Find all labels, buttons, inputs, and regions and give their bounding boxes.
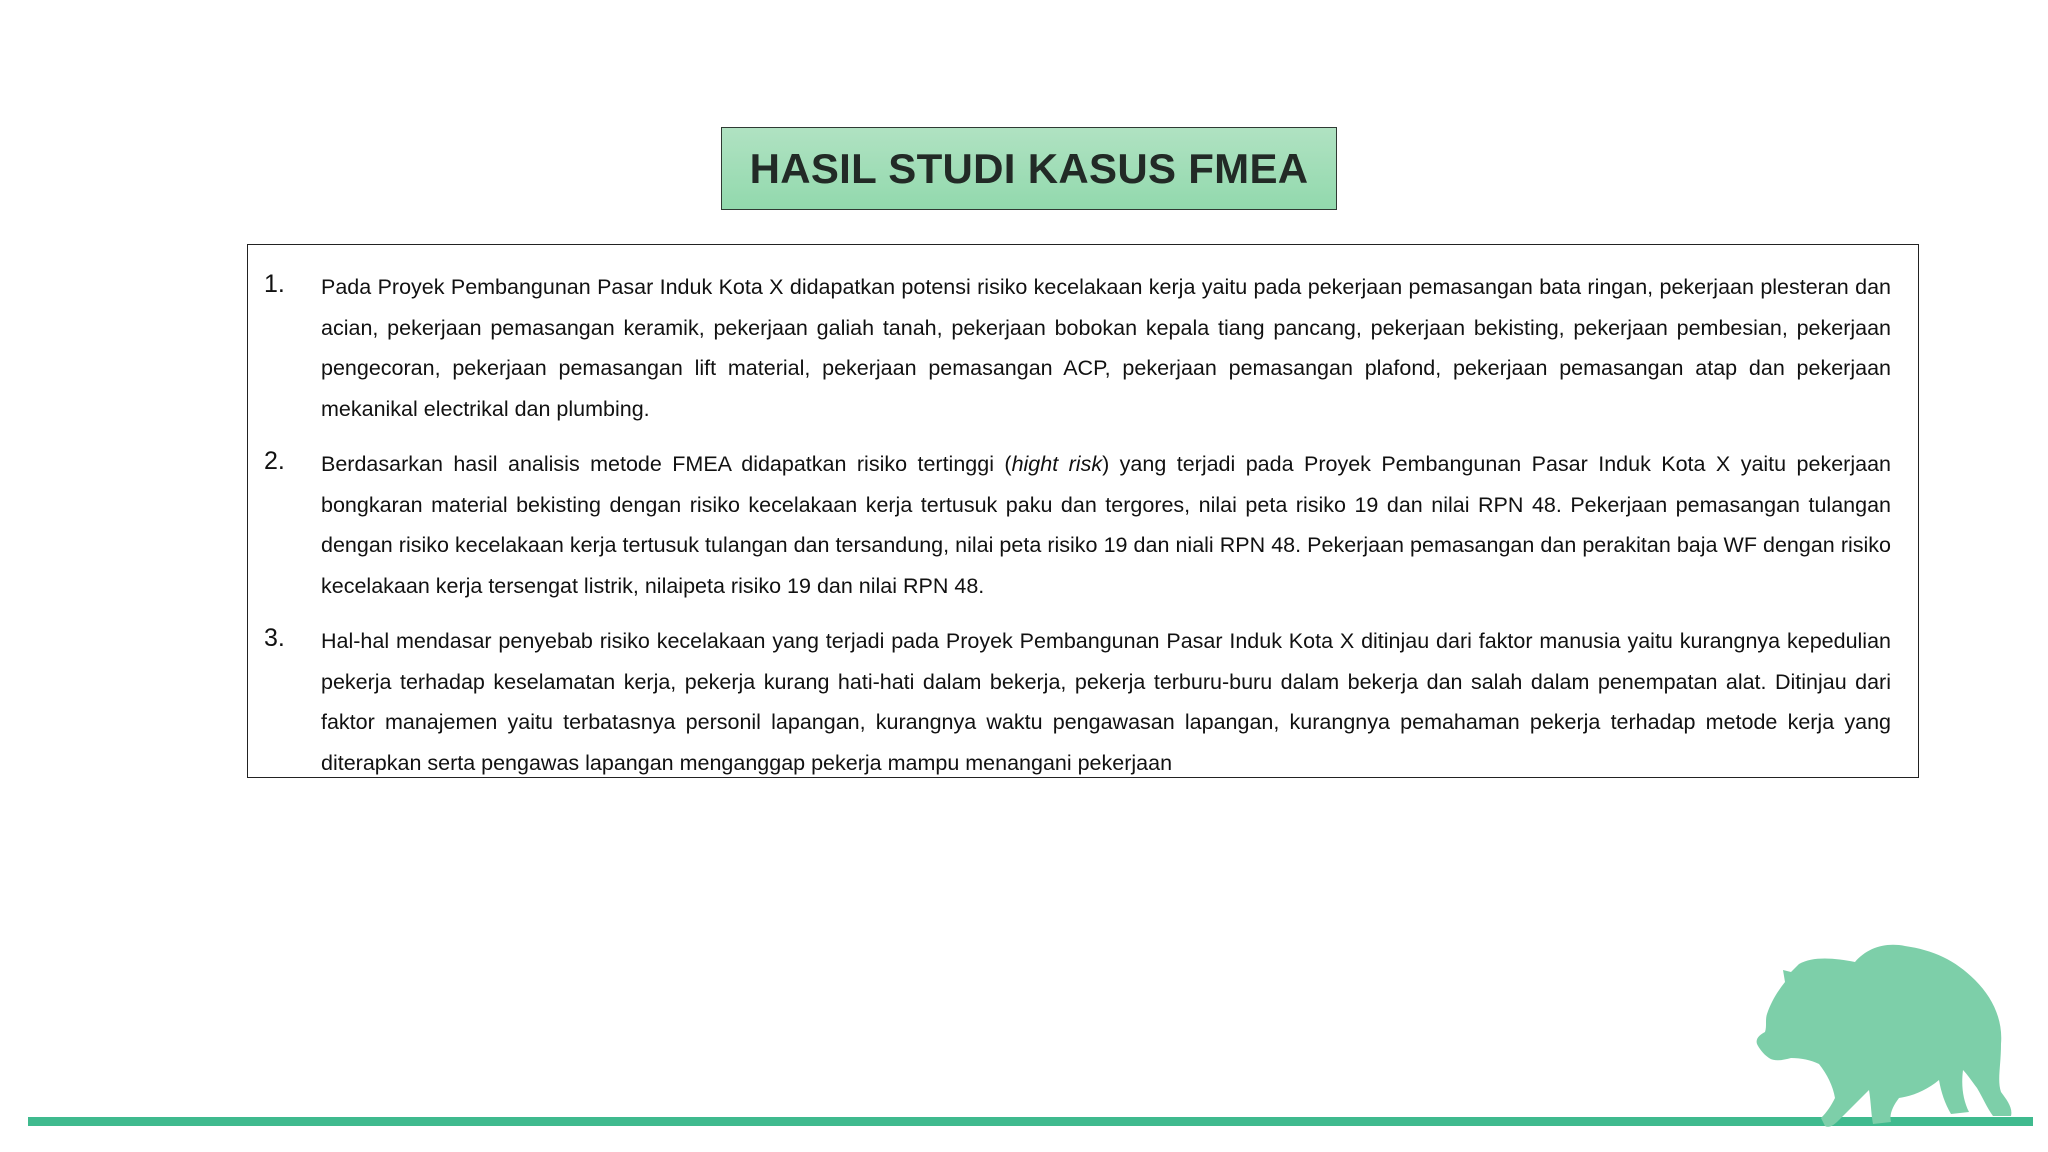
footer-divider (28, 1117, 2033, 1126)
page-title: HASIL STUDI KASUS FMEA (749, 144, 1309, 192)
list-item-number: 2. (264, 447, 285, 475)
list-item-text-italic: hight risk (1011, 452, 1103, 476)
list-item-text-part: ) yang terjadi pada Proyek Pembangunan Pasar Induk Kota X yaitu pekerjaan bongkaran material bekisting dengan risiko kecelakaan kerja tertusuk paku dan tergores, nilai peta risiko 19 dan nilai RPN 48. Pekerjaan pemasangan tulangan dengan risiko kecelakaan kerja tertusuk tulangan dan tersandung, nilai peta risiko 19 dan niali RPN 48. Pekerjaan pemasangan dan perakitan baja WF dengan risiko kecelakaan kerja tersengat listrik, nilaipeta risiko 19 dan nilai RPN 48. (321, 452, 1891, 598)
list-item-number: 1. (264, 270, 285, 298)
list-item-text (321, 444, 1891, 606)
title-box (721, 127, 1337, 210)
list-item-text: Pada Proyek Pembangunan Pasar Induk Kota X didapatkan potensi risiko kecelakaan kerja yaitu pada pekerjaan pemasangan bata ringan, pekerjaan plesteran dan acian, pekerjaan pemasangan keramik, pekerjaan galiah tanah, pekerjaan bobokan kepala tiang pancang, pekerjaan bekisting, pekerjaan pembesian, pekerjaan pengecoran, pekerjaan pemasangan lift material, pekerjaan pemasangan ACP, pekerjaan pemasangan plafond, pekerjaan pemasangan atap dan pekerjaan mekanikal electrikal dan plumbing. (321, 275, 1891, 421)
bear-silhouette-icon (1755, 940, 2015, 1130)
list-item-number: 3. (264, 624, 285, 652)
list-item-text: Hal-hal mendasar penyebab risiko kecelakaan yang terjadi pada Proyek Pembangunan Pasar Induk Kota X ditinjau dari faktor manusia yaitu kurangnya kepedulian pekerja terhadap keselamatan kerja, pekerja kurang hati-hati dalam bekerja, pekerja terburu-buru dalam bekerja dan salah dalam penempatan alat. Ditinjau dari faktor manajemen yaitu terbatasnya personil lapangan, kurangnya waktu pengawasan lapangan, kurangnya pemahaman pekerja terhadap metode kerja yang diterapkan serta pengawas lapangan menganggap pekerja mampu menangani pekerjaan (321, 629, 1891, 775)
conclusion-list-box (247, 244, 1919, 778)
list-item-text-part: Berdasarkan hasil analisis metode FMEA didapatkan risiko tertinggi ( (321, 452, 1012, 476)
